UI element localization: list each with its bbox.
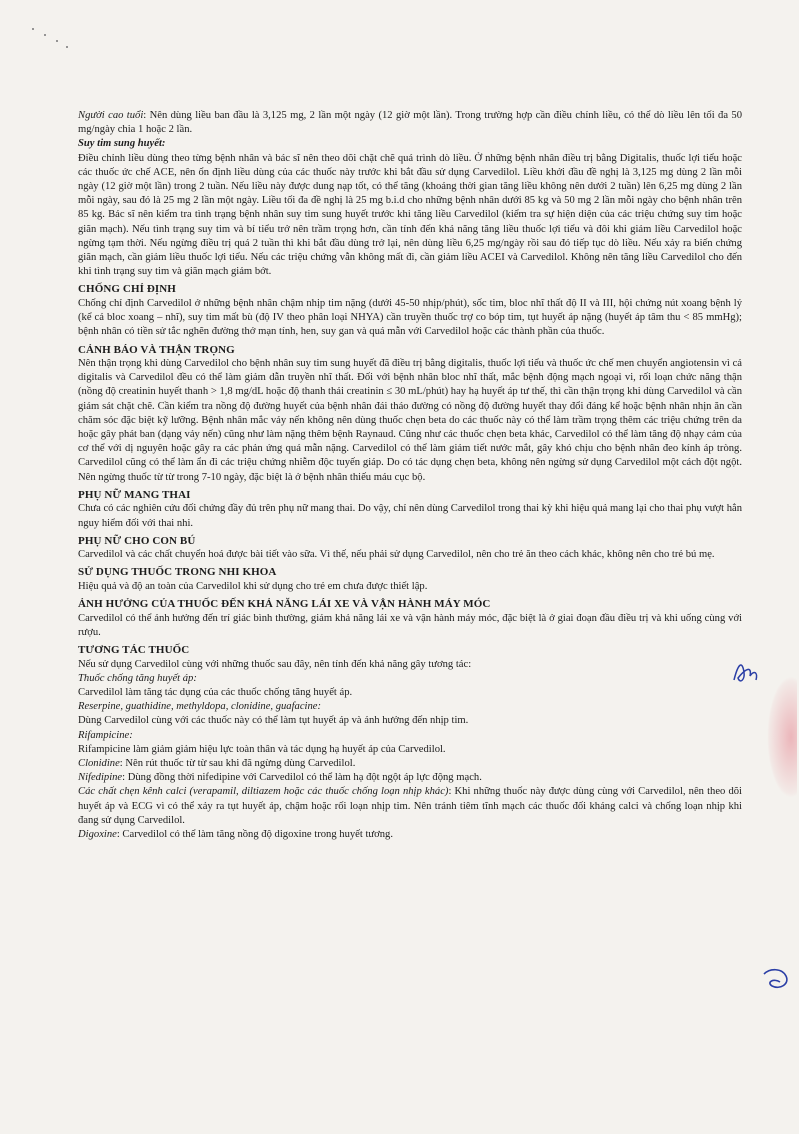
paragraph bbox=[78, 672, 742, 686]
paragraph bbox=[78, 548, 742, 562]
section-heading: CẢNH BÁO VÀ THẬN TRỌNG bbox=[78, 343, 235, 356]
paragraph bbox=[78, 714, 742, 728]
red-stamp-edge bbox=[767, 676, 797, 798]
document-body bbox=[78, 109, 742, 842]
text-run: : Carvedilol có thể làm tăng nồng độ digoxine trong huyết tương. bbox=[116, 829, 393, 841]
italic-text: : bbox=[129, 729, 133, 741]
paragraph bbox=[78, 757, 742, 771]
italic-text: Reserpine, guathidine, methyldopa, clonidine, guafacine bbox=[78, 701, 318, 713]
handwritten-initials-1 bbox=[728, 654, 768, 688]
section-heading: CHỐNG CHỈ ĐỊNH bbox=[78, 283, 176, 296]
text-run: Rifampicine làm giảm giảm hiệu lực toàn thân và tác dụng hạ huyết áp của Carvedilol. bbox=[78, 743, 446, 755]
handwritten-initials-2 bbox=[760, 964, 794, 994]
paragraph bbox=[78, 109, 742, 137]
paragraph bbox=[78, 152, 742, 280]
text-run: Carvedilol làm tăng tác dụng của các thuốc chống tăng huyết áp. bbox=[78, 687, 353, 698]
italic-text: : bbox=[317, 701, 322, 713]
text-run: : Nên rút thuốc từ từ sau khi đã ngừng dùng Carvedilol. bbox=[119, 758, 356, 770]
text-run: Nên thận trọng khi dùng Carvedilol cho bệnh nhân suy tim sung huyết đã điều trị bằng digitalis, thuốc lợi tiểu và thuốc ức chế men chuyển angiotensin vì cả digitalis và Carvedilol đều có thể làm giảm dẫn truyền nhĩ thất. Đối với bệnh nhân bloc nhĩ thất, mắc bệnh động mạch ngoại vi, rối loạn chức năng thận (nồng độ creatinin huyết thanh > 1,8 mg/dL hoặc độ thanh thải creatinin ≤ 30 mL/phút) hay hạ huyết áp tư thế, thì cần thận trọng khi dùng Carvedilol và cần giám sát chặt chẽ. Cần kiểm tra nồng độ đường huyết của bệnh nhân đái tháo đường có nồng độ đường huyết thay đổi đáng kể hoặc bệnh nhân nhịn ăn cần chăm sóc đặc biệt kỹ lưỡng. Bệnh nhân mắc vảy nến không nên dùng thuốc chẹn beta do các thuốc này có thể làm trầm trọng thêm các triệu chứng trên da hoặc gây phát ban (dạng vảy nến) cũng như làm nặng thêm bệnh Raynaud. Cũng như các thuốc chẹn beta khác, Carvedilol có thể làm tăng độ nhạy cảm của cơ thể với dị nguyên hoặc gây ra các phản ứng quá mẫn nặng. Carvedilol có thể làm giảm tiết nước mắt, gây khó chịu cho bệnh nhân đeo kính áp tròng. Carvedilol cũng có thể làm ẩn đi các triệu chứng nhiễm độc tuyến giáp. Do có tác dụng chẹn beta, không nên ngừng sử dụng Carvedilol một cách đột ngột. Nên ngừng thuốc từ từ trong 7-10 ngày, đặc biệt là ở bệnh nhân thiếu máu cục bộ. bbox=[78, 358, 742, 483]
italic-text: Người cao tuổi bbox=[78, 110, 144, 121]
text-run: Chống chỉ định Carvedilol ở những bệnh nhân chậm nhịp tim nặng (dưới 45-50 nhịp/phút), sốc tim, bloc nhĩ thất độ II và III, hội chứng nút xoang bệnh lý (kể cả bloc xoang – nhĩ), suy tim mất bù (độ IV theo phân loại NHYA) cần truyền thuốc trợ co bóp tim, tụt huyết áp nặng (huyết áp tâm thu < 85 mmHg); bệnh nhân có tiền sử tắc nghẽn đường thở mạn tính, hen, suy gan và quá mẫn với Carvedilol hoặc các thành phần của thuốc. bbox=[78, 297, 742, 338]
paragraph bbox=[78, 686, 742, 700]
italic-text: Clonidine bbox=[78, 758, 120, 770]
text-run: : Nên dùng liều ban đầu là 3,125 mg, 2 lần một ngày (12 giờ một lần). Trong trường hợp cần điều chỉnh liều, có thể dò liều lên tối đa 50 mg/ngày chia 1 hoặc 2 lần. bbox=[78, 110, 742, 136]
paragraph bbox=[78, 580, 742, 594]
text-run: Chưa có các nghiên cứu đối chứng đầy đủ trên phụ nữ mang thai. Do vậy, chỉ nên dùng Carvedilol trong thai kỳ khi hiệu quả mang lại cho thai phụ vượt hẳn nguy hiểm đối với thai nhi. bbox=[78, 503, 742, 529]
paragraph bbox=[78, 771, 742, 785]
section-heading: ẢNH HƯỞNG CỦA THUỐC ĐẾN KHẢ NĂNG LÁI XE VÀ VẬN HÀNH MÁY MÓC bbox=[78, 598, 491, 611]
paragraph bbox=[78, 658, 742, 672]
scan-specks bbox=[30, 26, 70, 50]
paragraph bbox=[78, 700, 742, 714]
text-run: : Khi những thuốc này được dùng cùng với Carvedilol, nên theo dõi huyết áp và ECG vì có thể xảy ra tụt huyết áp, chậm hoặc rối loạn nhịp tim. Nên tránh tiêm tĩnh mạch các thuốc đối kháng calci và chống loạn nhịp khi đang sử dụng Carvedilol. bbox=[78, 786, 743, 826]
text-run: : Dùng đồng thời nifedipine với Carvedilol có thể làm hạ đột ngột áp lực động mạch. bbox=[122, 772, 482, 784]
italic-text: Nifedipine bbox=[78, 772, 123, 784]
paragraph bbox=[78, 357, 742, 485]
paragraph bbox=[78, 612, 742, 640]
text-run: Hiệu quả và độ an toàn của Carvedilol khi sử dụng cho trẻ em chưa được thiết lập. bbox=[78, 580, 428, 592]
italic-text: Các chất chẹn kênh calci (verapamil, diltiazem hoặc các thuốc chống loạn nhịp khác) bbox=[78, 786, 449, 798]
paragraph bbox=[78, 729, 742, 743]
section-heading: SỬ DỤNG THUỐC TRONG NHI KHOA bbox=[78, 566, 277, 579]
text-run: Nếu sử dụng Carvedilol cùng với những thuốc sau đây, nên tính đến khả năng gây tương tác: bbox=[78, 658, 472, 670]
text-run: Carvedilol và các chất chuyển hoá được bài tiết vào sữa. Vì thế, nếu phải sử dụng Carvedilol, nên cho trẻ ăn theo cách khác, không nên cho trẻ bú mẹ. bbox=[78, 549, 715, 561]
subsection-heading: Suy tim sung huyết: bbox=[78, 138, 166, 150]
text-run: Dùng Carvedilol cùng với các thuốc này có thể làm tụt huyết áp và ảnh hưởng đến nhịp tim. bbox=[78, 715, 469, 727]
italic-text: Rifampicine bbox=[78, 729, 130, 741]
paragraph bbox=[78, 502, 742, 530]
section-heading: TƯƠNG TÁC THUỐC bbox=[78, 644, 190, 657]
paragraph bbox=[78, 743, 742, 757]
section-heading: PHỤ NỮ MANG THAI bbox=[78, 488, 191, 501]
paragraph bbox=[78, 297, 742, 340]
paragraph bbox=[78, 785, 742, 828]
italic-text: Thuốc chống tăng huyết áp bbox=[78, 672, 194, 684]
paragraph bbox=[78, 828, 742, 842]
text-run: Điều chỉnh liều dùng theo từng bệnh nhân và bác sĩ nên theo dõi chặt chẽ quá trình dò liều. Ở những bệnh nhân điều trị bằng Digitalis, thuốc lợi tiểu hoặc các thuốc ức chế ACE, nên ổn định liều dùng của các thuốc này trước khi bắt đầu sử dụng Carvedilol. Liều khởi đầu đề nghị là 3,125 mg dùng 2 lần mỗi ngày (12 giờ một lần) trong 2 tuần. Nếu liều này được dung nạp tốt, có thể tăng (khoảng thời gian tăng liều không nên dưới 2 tuần) lên 6,25 mg dùng 2 lần mỗi ngày, sau đó là 25 mg 2 lần một ngày. Liều tối đa đề nghị là 25 mg b.i.d cho những bệnh nhân dưới 85 kg và 50 mg 2 lần mỗi ngày cho bệnh nhân trên 85 kg. Bác sĩ nên kiểm tra tình trạng bệnh nhân suy tim sung huyết trước khi tăng liều Carvedilol (kiểm tra sự hiện diện của các triệu chứng suy tim hoặc giãn mạch). Nếu tình trạng suy tim và bí tiểu trở nên trầm trọng hơn, cần tính đến khả năng tăng liều thuốc lợi tiểu và đôi khi giảm liều Carvedilol hoặc ngừng tạm thời. Nếu ngừng điều trị quá 2 tuần thì khi bắt đầu dùng trở lại, nên dùng liều 6,25 mg/ngày rồi sau đó tiếp tục dò liều. Nếu xảy ra biến chứng giãn mạch, cần giảm liều thuốc lợi tiểu. Nếu các triệu chứng vẫn không mất đi, cần giảm liều ACEI và Carvedilol. Không nên tăng liều Carvedilol cho đến khi tình trạng suy tim và giãn mạch giảm bớt. bbox=[78, 152, 742, 278]
italic-text: : bbox=[193, 672, 197, 684]
italic-text: Digoxine bbox=[78, 829, 117, 841]
text-run: Carvedilol có thể ảnh hưởng đến trí giác bình thường, giảm khả năng lái xe và vận hành máy móc, đặc biệt là ở giai đoạn đầu điều trị và khi uống cùng với rượu. bbox=[78, 612, 742, 638]
section-heading: PHỤ NỮ CHO CON BÚ bbox=[78, 534, 196, 547]
